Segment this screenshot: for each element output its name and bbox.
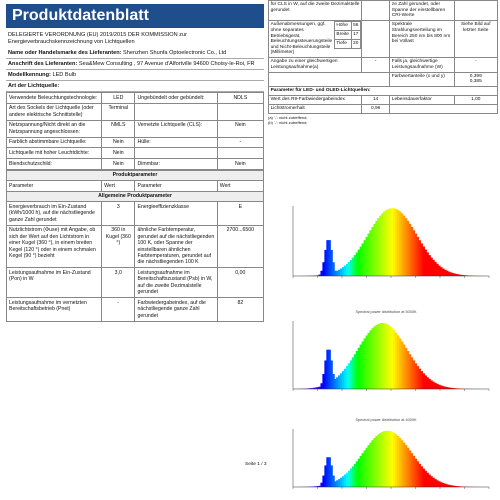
regulation-intro: DELEGIERTE VERORDNUNG (EU) 2019/2015 DER KOMMISSION zur Energieverbrauchskennzeichnung von Lichtquellen (8, 32, 187, 45)
model-row (6, 70, 264, 81)
type-cell: Art des Sockels der Lichtquelle (oder andere elektrische Schnittstelle) (7, 103, 102, 120)
address-row (6, 59, 264, 70)
type-cell: Nein (217, 158, 263, 169)
type-cell (135, 148, 217, 159)
spectrum-chart (275, 200, 497, 290)
type-cell: - (217, 137, 263, 148)
maint-value: 0,96 (362, 105, 390, 114)
type-cell (217, 148, 263, 159)
type-cell: Hülle: (135, 137, 217, 148)
type-cell: Netzspannung/Nicht direkt an die Netzspannung angeschlossen: (7, 120, 102, 137)
param-cell: 2700...6500 (217, 225, 263, 268)
type-row (7, 103, 264, 120)
type-row (7, 148, 264, 159)
col-parameter: Parameter (135, 181, 217, 192)
param-row (7, 225, 264, 268)
type-cell (217, 103, 263, 120)
spectrum-bars (293, 323, 492, 389)
type-cell: LED (102, 93, 135, 104)
footnote: (b) '-': nicht zutreffend; (268, 120, 308, 126)
supplier-row (6, 48, 264, 59)
col-parameter: Parameter (7, 181, 102, 192)
life-value: 1,00 (454, 96, 497, 105)
type-cell: Ungebündelt oder gebündelt: (135, 93, 217, 104)
type-cell: Blendschutzschild: (7, 158, 102, 169)
dim-value: 56 (351, 22, 361, 31)
type-table (6, 92, 264, 169)
equiv2-label: Falls ja, gleichwertige Leistungsaufnahme (W) (390, 58, 454, 73)
page-number: Seite 1 / 3 (245, 462, 267, 467)
type-cell: Dimmbar: (135, 158, 217, 169)
model-value: LED Bulb (52, 72, 77, 79)
dim-row (334, 22, 360, 31)
params-header: Produktparameter (7, 170, 264, 181)
life-label: Lebensdauerfaktor (390, 96, 454, 105)
param-cell: Energieverbrauch im Ein-Zustand (kWh/1000 h), auf die nächstliegende ganze Zahl gerundet (7, 202, 102, 225)
dim-name: Höhe (334, 22, 351, 31)
dim-filler (362, 21, 390, 58)
type-cell: Verwendete Beleuchtungstechnologie: (7, 93, 102, 104)
footnotes (268, 115, 498, 125)
type-cell: NMLS (102, 120, 135, 137)
params-table (6, 170, 264, 322)
right-table (268, 0, 498, 114)
dim-name: Breite (334, 31, 351, 40)
equiv-value: - (362, 58, 390, 73)
chart-title: Spectral power distribution at 5000K (355, 310, 417, 314)
dim-row (334, 40, 360, 49)
type-row (7, 120, 264, 137)
param-cell: Leistungsaufnahme im Bereitschaftszustand (Psb) in W, auf die zweite Dezimalstelle gerundet (135, 268, 217, 298)
param-cell: 82 (217, 298, 263, 321)
param-cell: 3 (102, 202, 135, 225)
spectrum-plot (275, 200, 497, 290)
chroma-label: Farbwertanteile (x und y) (390, 72, 454, 87)
page-title: Produktdatenblatt (6, 4, 264, 28)
spectrum-plot (275, 423, 497, 500)
r9-value: 14 (362, 96, 390, 105)
chroma-x: 0,399 (469, 73, 482, 79)
param-row (7, 298, 264, 321)
spectral-label: Spektrale Strahlungsverteilung im Bereich 250 nm bis 800 nm bei Vollast (390, 21, 454, 58)
param-cell: Leistungsaufnahme im vernetzten Bereitschaftsbetrieb (Pnet) (7, 298, 102, 321)
type-cell (135, 103, 217, 120)
maint-label: Lichtstromerhalt (269, 105, 362, 114)
dim-value: 17 (351, 31, 361, 40)
chart-title: Spectral power distribution at 4000K (355, 418, 417, 422)
dim-label (269, 21, 362, 58)
param-cell: Nutzlichtstrom (Φuse) mit Angabe, ob sich der Wert auf den Lichtstrom in einer Kugel (360 °), in einem breiten Kegel (120 °) oder in einem schmalen Kegel (90 °) bezieht (7, 225, 102, 268)
address-value: Sea&Mew Consulting , 97 Avenue d'Alfortville 94600 Choisy-le-Roi, FR (78, 61, 255, 68)
spectrum-chart (275, 418, 497, 500)
type-cell: Nein (102, 137, 135, 148)
param-cell: Leistungsaufnahme im Ein-Zustand (Pon) in W (7, 268, 102, 298)
type-row (7, 93, 264, 104)
led-header: Parameter für LED- und OLED-Lichtquellen: (269, 87, 498, 96)
dim-name: Tiefe (334, 40, 351, 49)
param-cell: 0,00 (217, 268, 263, 298)
type-cell: Farblich abstimmbare Lichtquelle: (7, 137, 102, 148)
spectrum-bars (293, 431, 492, 487)
type-row (7, 158, 264, 169)
param-row (7, 268, 264, 298)
type-cell: Nein (102, 148, 135, 159)
type-row (7, 137, 264, 148)
r9-label: Wert des R9-Farbwiedergabeindex (269, 96, 362, 105)
type-cell: Nein (217, 120, 263, 137)
param-cell: Energieeffizienzklasse (135, 202, 217, 225)
param-cell: Farbwiedergabeindex, auf die nächstliegende ganze Zahl gerundet (135, 298, 217, 321)
general-header: Allgemeine Produktparameter (7, 191, 264, 202)
supplier-value: Shenzhen Shunfa Optoelectronic Co., Ltd (123, 50, 227, 57)
equiv2-value: - (454, 58, 497, 73)
datasheet-page (6, 4, 264, 322)
param-cell: - (102, 298, 135, 321)
spectrum-chart (275, 310, 497, 403)
type-cell: Terminal (102, 103, 135, 120)
param-cell: ähnliche Farbtemperatur, gerundet auf die nächstliegenden 100 K, oder Spanne der einstellbaren ähnlichen Farbtemperaturen, gerundet auf die nächstliegenden 100 K (135, 225, 217, 268)
col-wert: Wert (217, 181, 263, 192)
datasheet-page-right (268, 0, 498, 125)
type-header: Art der Lichtquelle: (6, 81, 264, 92)
param-cell: 360 in Kugel (360 °) (102, 225, 135, 268)
spectrum-plot (275, 315, 497, 403)
dim-value: 20 (351, 40, 361, 49)
footnote: (a) '-': nicht zutreffend; (268, 115, 308, 121)
type-cell: Lichtquelle mit hoher Leuchtdichte: (7, 148, 102, 159)
right-top-cell: für CLS in W, auf die zweite Dezimalstelle gerundet (269, 1, 362, 21)
dim-text: Außenabmessungen, ggf. ohne separates Betriebsgerät, Beleuchtungssteuerungsteile und Nicht-Beleuchtungsteile (Millimeter) (270, 22, 333, 56)
supplier-label: Name oder Handelsmarke des Lieferanten: (8, 50, 122, 57)
param-cell: E (217, 202, 263, 225)
equiv-label: Angabe zu einer gleichwertigen Leistungsaufnahme(a) (269, 58, 362, 73)
param-cell: 3,0 (102, 268, 135, 298)
col-wert: Wert (102, 181, 135, 192)
spectrum-bars (293, 208, 492, 276)
type-cell: Nein (102, 158, 135, 169)
type-cell: NDLS (217, 93, 263, 104)
type-cell: Vernetzte Lichtquelle (CLS): (135, 120, 217, 137)
right-top-cell (362, 1, 390, 21)
dim-row (334, 31, 360, 40)
model-label: Modellkennung: (8, 72, 51, 79)
address-label: Anschrift des Lieferanten: (8, 61, 78, 68)
right-top-cell: ze Zahl gerundet, oder Spanne der einstellbaren CRI-Werte (390, 1, 454, 21)
param-row (7, 202, 264, 225)
chroma-y: 0,385 (469, 79, 482, 85)
spectral-value: Siehe Bild auf letzter Seite (454, 21, 497, 58)
right-top-cell (454, 1, 497, 21)
